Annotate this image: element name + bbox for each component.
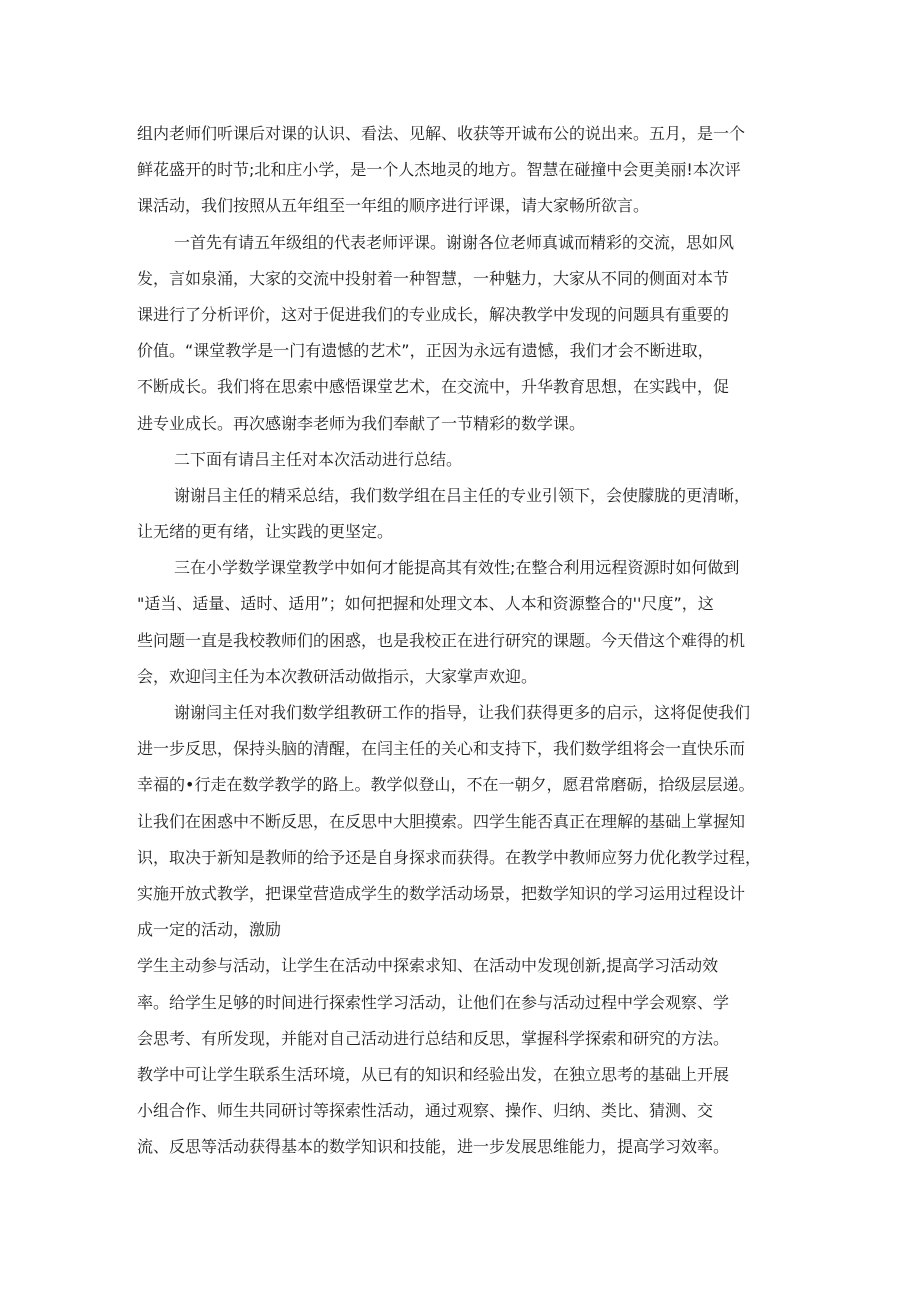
text-line: 组内老师们听课后对课的认识、看法、见解、收获等开诚布公的说出来。五月，是一个 — [137, 124, 746, 143]
text-line: 学生主动参与活动，让学生在活动中探索求知、在活动中发现创新,提高学习活动效 — [137, 956, 719, 976]
paragraph-start-line: 二下面有请吕主任对本次活动进行总结。 — [174, 449, 463, 469]
text-line: 成一定的活动，激励 — [137, 920, 282, 940]
text-line: 会思考、有所发现，并能对自己活动进行总结和反思，掌握科学探索和研究的方法。 — [137, 1028, 730, 1048]
paragraph-start-line: 谢谢吕主任的精采总结，我们数学组在吕主任的专业引领下，会使朦胧的更清晰， — [174, 485, 751, 505]
paragraph-start-line: 谢谢闫主任对我们数学组教研工作的指导，让我们获得更多的启示，这将促使我们 — [174, 703, 751, 722]
text-line: 实施开放式教学，把课堂营造成学生的数学活动场景，把数学知识的学习运用过程设计 — [137, 883, 746, 903]
text-line: 鲜花盛开的时节;北和庄小学，是一个人杰地灵的地方。智慧在碰撞中会更美丽!本次评 — [137, 160, 741, 180]
text-line: 让无绪的更有绪，让实践的更坚定。 — [137, 522, 394, 542]
text-line: 会，欢迎闫主任为本次教研活动做指示，大家掌声欢迎。 — [137, 666, 538, 686]
text-line: 识，取决于新知是教师的给予还是自身探求而获得。在教学中教师应努力优化教学过程， — [137, 847, 762, 867]
text-line: 进专业成长。再次感谢李老师为我们奉献了一节精彩的数学课。 — [137, 413, 586, 433]
text-line: 小组合作、师生共同研讨等探索性活动，通过观察、操作、归纳、类比、猜测、交 — [137, 1101, 714, 1121]
text-line: 率。给学生足够的时间进行探索性学习活动，让他们在参与活动过程中学会观察、学 — [137, 992, 730, 1012]
text-line: 课活动，我们按照从五年组至一年组的顺序进行评课，请大家畅所欲言。 — [137, 196, 650, 216]
text-line: 价值。“课堂教学是一门有遗憾的艺术”，正因为永远有遗憾，我们才会不断进取， — [137, 341, 714, 361]
paragraph-start-line: 三在小学数学课堂教学中如何才能提高其有效性;在整合利用远程资源时如何做到 — [174, 558, 740, 578]
paragraph-start-line: 一首先有请五年级组的代表老师评课。谢谢各位老师真诚而精彩的交流，思如风 — [174, 232, 735, 252]
text-line: 发，言如泉涌，大家的交流中投射着一种智慧，一种魅力，大家从不同的侧面对本节 — [137, 268, 730, 288]
document-body — [137, 116, 797, 1165]
text-line: 教学中可让学生联系生活环境，从已有的知识和经验出发，在独立思考的基础上开展 — [137, 1064, 730, 1084]
text-line: 进一步反思，保持头脑的清醒，在闫主任的关心和支持下，我们数学组将会一直快乐而 — [137, 739, 746, 759]
text-line: 些问题一直是我校教师们的困惑，也是我校正在进行研究的课题。今天借这个难得的机 — [137, 630, 746, 650]
text-line: "适当、适量、适时、适用”；如何把握和处理文本、人本和资源整合的''尺度”，这 — [137, 594, 714, 614]
text-line: 课进行了分析评价，这对于促进我们的专业成长，解决教学中发现的问题具有重要的 — [137, 304, 730, 324]
text-line: 不断成长。我们将在思索中感悟课堂艺术，在交流中，升华教育思想，在实践中，促 — [137, 377, 730, 397]
text-line: 流、反思等活动获得基本的数学知识和技能，进一步发展思维能力，提高学习效率。 — [137, 1137, 730, 1157]
text-line: 幸福的•行走在数学教学的路上。教学似登山，不在一朝夕，愿君常磨砺，拾级层层递。 — [137, 775, 755, 795]
text-line: 让我们在困惑中不断反思，在反思中大胆摸索。四学生能否真正在理解的基础上掌握知 — [137, 811, 746, 831]
